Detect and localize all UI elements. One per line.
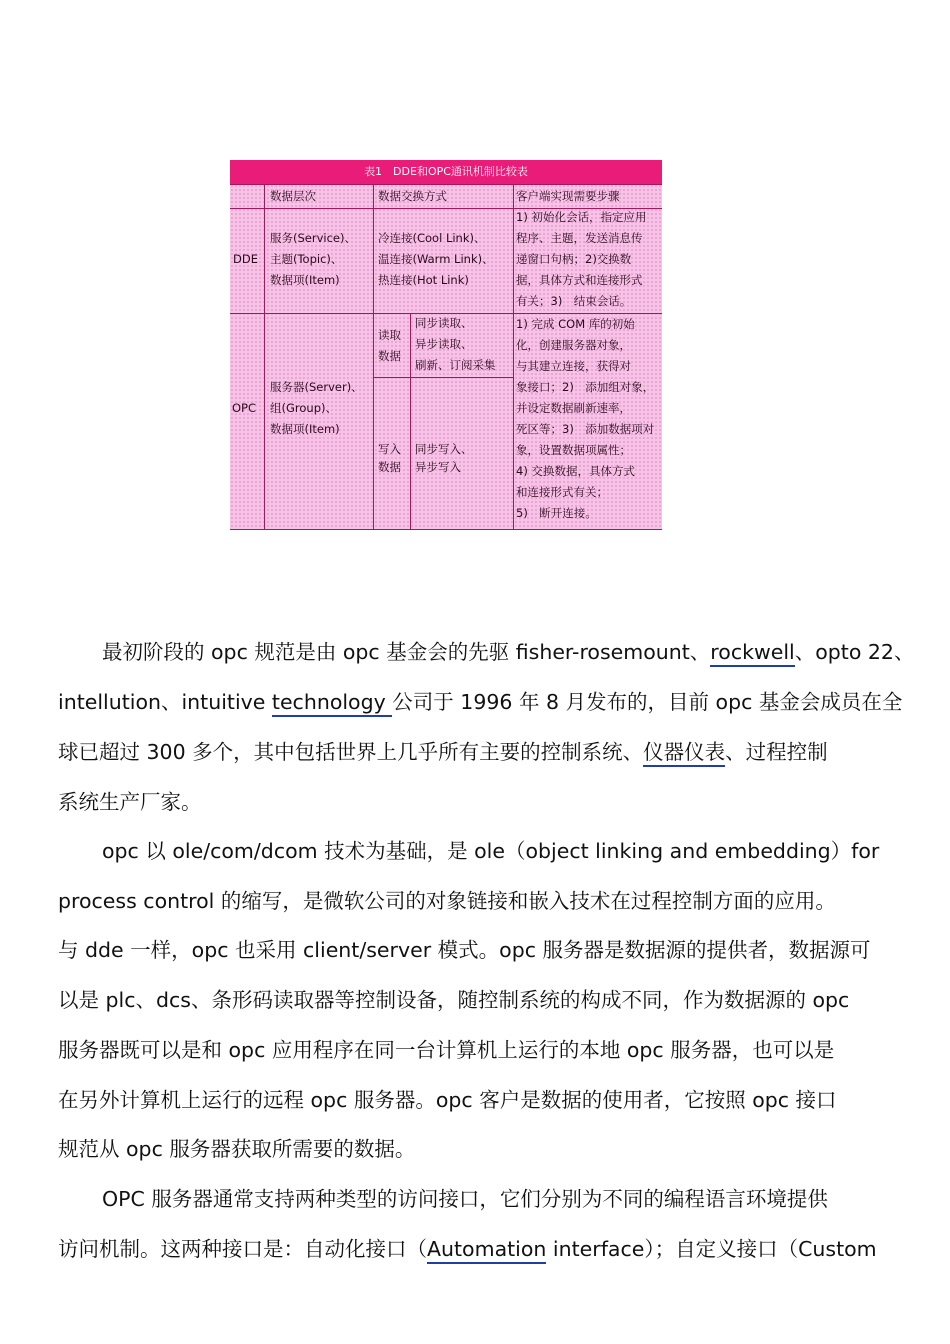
grid-line: [230, 529, 662, 530]
opc-step: 1) 完成 COM 库的初始: [516, 317, 635, 331]
link-technology[interactable]: technology: [272, 690, 392, 717]
row-label-dde: DDE: [233, 252, 258, 266]
row-label-opc: OPC: [232, 401, 257, 415]
opc-read-label: 读取: [378, 328, 401, 342]
grid-line: [513, 184, 514, 530]
opc-read-label: 数据: [378, 349, 401, 363]
grid-line: [410, 313, 411, 530]
opc-write-method: 异步写入: [415, 460, 461, 474]
opc-read-method: 刷新、订阅采集: [415, 358, 496, 372]
paragraph-1-line: [102, 638, 914, 666]
paragraph-2-line: 服务器既可以是和 opc 应用程序在同一台计算机上运行的本地 opc 服务器，也可以是: [58, 1038, 835, 1062]
paragraph-2-line: 规范从 opc 服务器获取所需要的数据。: [58, 1137, 416, 1161]
link-instruments[interactable]: 仪器仪表: [643, 740, 725, 767]
paragraph-2-line: opc 以 ole/com/dcom 技术为基础，是 ole（object linking and embedding）for: [102, 839, 880, 863]
dde-method: 温连接(Warm Link)、: [378, 252, 494, 266]
text-run: intellution、intuitive: [58, 690, 272, 714]
grid-line: [373, 184, 374, 530]
dde-step: 1) 初始化会话，指定应用: [516, 210, 647, 224]
comparison-table-figure: [230, 160, 662, 530]
grid-line: [264, 184, 265, 530]
opc-level: 数据项(Item): [270, 422, 340, 436]
opc-write-method: 同步写入、: [415, 442, 473, 456]
header-method: 数据交换方式: [378, 189, 447, 203]
paragraph-1-line: [58, 738, 828, 766]
dde-step: 递窗口句柄；2)交换数: [516, 252, 632, 266]
opc-step: 死区等；3) 添加数据项对: [516, 422, 655, 436]
header-steps: 客户端实现需要步骤: [516, 189, 620, 203]
dde-step: 据，具体方式和连接形式: [516, 273, 643, 287]
table-title: 表1 DDE和OPC通讯机制比较表: [230, 160, 662, 184]
header-level: 数据层次: [270, 189, 316, 203]
opc-read-method: 同步读取、: [415, 316, 473, 330]
text-run: 公司于 1996 年 8 月发布的，目前 opc 基金会成员在全: [392, 690, 903, 714]
paragraph-2-line: 以是 plc、dcs、条形码读取器等控制设备，随控制系统的构成不同，作为数据源的 opc: [58, 988, 850, 1012]
paragraph-1-line: 系统生产厂家。: [58, 790, 202, 814]
dde-method: 冷连接(Cool Link)、: [378, 231, 486, 245]
text-run: interface）；自定义接口（Custom: [546, 1237, 877, 1261]
link-rockwell[interactable]: rockwell: [710, 640, 794, 667]
opc-step: 4) 交换数据，具体方式: [516, 464, 635, 478]
opc-step: 象接口；2) 添加组对象，: [516, 380, 655, 394]
text-run: 、过程控制: [725, 740, 828, 764]
text-run: 、opto 22、: [794, 640, 915, 664]
paragraph-2-line: 在另外计算机上运行的远程 opc 服务器。opc 客户是数据的使用者，它按照 opc 接口: [58, 1088, 837, 1112]
dde-step: 有关；3) 结束会话。: [516, 294, 632, 308]
opc-step: 象，设置数据项属性；: [516, 443, 631, 457]
opc-step: 化，创建服务器对象，: [516, 338, 631, 352]
opc-step: 并设定数据刷新速率，: [516, 401, 631, 415]
link-automation[interactable]: Automation: [427, 1237, 546, 1264]
text-run: 球已超过 300 多个，其中包括世界上几乎所有主要的控制系统、: [58, 740, 644, 764]
opc-step: 与其建立连接，获得对: [516, 359, 631, 373]
paragraph-3-line: OPC 服务器通常支持两种类型的访问接口，它们分别为不同的编程语言环境提供: [102, 1187, 828, 1211]
paragraph-3-line: [58, 1235, 877, 1263]
dde-step: 程序、主题，发送消息传: [516, 231, 643, 245]
opc-step: 5) 断开连接。: [516, 506, 597, 520]
text-run: 访问机制。这两种接口是：自动化接口（: [58, 1237, 427, 1261]
dde-level: 服务(Service)、: [270, 231, 356, 245]
opc-read-method: 异步读取、: [415, 337, 473, 351]
opc-write-label: 数据: [378, 460, 401, 474]
dde-method: 热连接(Hot Link): [378, 273, 469, 287]
dde-level: 主题(Topic)、: [270, 252, 343, 266]
text-run: 最初阶段的 opc 规范是由 opc 基金会的先驱 fisher-rosemount、: [102, 640, 711, 664]
opc-level: 服务器(Server)、: [270, 380, 363, 394]
opc-write-label: 写入: [378, 442, 401, 456]
paragraph-2-line: 与 dde 一样，opc 也采用 client/server 模式。opc 服务器是数据源的提供者，数据源可: [58, 938, 871, 962]
opc-step: 和连接形式有关；: [516, 485, 608, 499]
dde-level: 数据项(Item): [270, 273, 340, 287]
paragraph-2-line: process control 的缩写，是微软公司的对象链接和嵌入技术在过程控制方面的应用。: [58, 889, 836, 913]
paragraph-1-line: [58, 688, 902, 716]
grid-line: [373, 377, 513, 378]
opc-level: 组(Group)、: [270, 401, 337, 415]
